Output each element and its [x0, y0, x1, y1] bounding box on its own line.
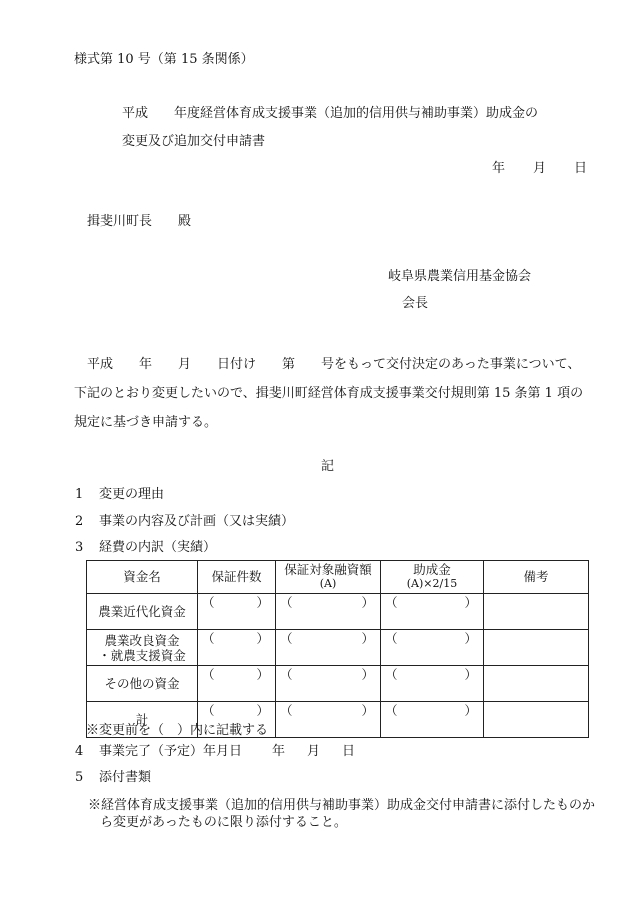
subsidy-cell[interactable]	[381, 666, 484, 702]
item-5	[75, 771, 151, 784]
paren-close: ）	[464, 595, 477, 610]
item-1-number: 1	[75, 487, 84, 502]
header-guarantee-count: 保証件数	[198, 561, 276, 594]
item-4	[75, 745, 355, 758]
subsidy-cell[interactable]	[381, 594, 484, 630]
application-date	[492, 162, 587, 175]
date-day: 日	[574, 161, 588, 176]
ki-heading: 記	[321, 459, 335, 474]
item-2-number: 2	[75, 514, 84, 529]
item-5-number: 5	[75, 770, 84, 785]
guaranteed-amount-cell[interactable]	[276, 666, 381, 702]
item-4-month: 月	[307, 744, 321, 759]
paren-close: ）	[256, 631, 269, 646]
table-row	[87, 594, 589, 630]
body-paragraph	[74, 350, 589, 437]
paren-open: （	[280, 631, 293, 646]
remarks-cell[interactable]	[484, 702, 589, 738]
item-4-day: 日	[342, 744, 356, 759]
header-guaranteed-amount-sub: (A)	[319, 577, 337, 590]
attachment-note: ※経営体育成支援事業（追加的信用供与補助事業）助成金交付申請書に添付したものから変更があったものに限り添付すること。	[88, 798, 596, 830]
guaranteed-amount-cell[interactable]	[276, 630, 381, 666]
item-2-text: 事業の内容及び計画（又は実績）	[99, 514, 295, 529]
paren-close: ）	[464, 667, 477, 682]
paren-close: ）	[361, 631, 374, 646]
row-label-line-1: 農業改良資金	[104, 632, 180, 648]
item-3	[75, 541, 216, 554]
item-5-text: 添付書類	[99, 770, 152, 785]
remarks-cell[interactable]	[484, 594, 589, 630]
paren-open: （	[280, 595, 293, 610]
table-header-row	[87, 561, 589, 594]
paren-close: ）	[361, 703, 374, 718]
paren-open: （	[202, 595, 215, 610]
header-guaranteed-amount-label: 保証対象融資額	[284, 562, 372, 577]
header-subsidy-label: 助成金	[413, 562, 451, 577]
paren-open: （	[385, 667, 398, 682]
header-subsidy-sub: (A)×2/15	[406, 577, 458, 590]
subsidy-cell[interactable]	[381, 630, 484, 666]
item-4-text: 事業完了（予定）年月日	[99, 744, 243, 759]
paren-close: ）	[361, 667, 374, 682]
paren-open: （	[280, 667, 293, 682]
guarantee-count-cell[interactable]	[198, 630, 276, 666]
subsidy-cell[interactable]	[381, 702, 484, 738]
header-remarks: 備考	[484, 561, 589, 594]
row-label-line-2: ・就農支援資金	[98, 647, 186, 663]
header-subsidy	[381, 561, 484, 594]
title-line-1: 平成 年度経営体育成支援事業（追加的信用供与補助事業）助成金の	[122, 106, 539, 121]
guaranteed-amount-cell[interactable]	[276, 702, 381, 738]
body-text: 平成 年 月 日付け 第 号をもって交付決定のあった事業について、下記のとおり変更したいので、揖斐川町経営体育成支援事業交付規則第 15 条第 1 項の規定に基づき申請する。	[74, 357, 584, 430]
paren-open: （	[202, 667, 215, 682]
item-3-text: 経費の内訳（実績）	[99, 540, 217, 555]
addressee: 揖斐川町長 殿	[87, 214, 192, 229]
item-4-year: 年	[272, 744, 286, 759]
date-month: 月	[533, 161, 547, 176]
paren-close: ）	[464, 631, 477, 646]
form-number: 様式第 10 号（第 15 条関係）	[74, 52, 254, 67]
paren-open: （	[385, 703, 398, 718]
paren-open: （	[202, 631, 215, 646]
guarantee-count-cell[interactable]	[198, 666, 276, 702]
date-year: 年	[492, 161, 506, 176]
row-label: 農業近代化資金	[87, 594, 198, 630]
remarks-cell[interactable]	[484, 630, 589, 666]
header-fund-name: 資金名	[87, 561, 198, 594]
cost-breakdown-table	[86, 560, 589, 738]
item-2	[75, 515, 294, 528]
row-label: 計	[87, 702, 198, 738]
applicant-organization: 岐阜県農業信用基金協会	[388, 269, 532, 284]
paren-open: （	[385, 595, 398, 610]
paren-close: ）	[361, 595, 374, 610]
remarks-cell[interactable]	[484, 666, 589, 702]
applicant-title: 会長	[402, 296, 429, 311]
paren-close: ）	[256, 595, 269, 610]
table-row	[87, 630, 589, 666]
guarantee-count-cell[interactable]	[198, 594, 276, 630]
paren-open: （	[385, 631, 398, 646]
table-row	[87, 666, 589, 702]
title-line-2: 変更及び追加交付申請書	[122, 134, 266, 149]
paren-open: （	[202, 703, 215, 718]
paren-close: ）	[256, 667, 269, 682]
item-1-text: 変更の理由	[99, 487, 165, 502]
header-guaranteed-amount	[276, 561, 381, 594]
item-1	[75, 488, 164, 501]
paren-close: ）	[256, 703, 269, 718]
row-label: その他の資金	[87, 666, 198, 702]
paren-open: （	[280, 703, 293, 718]
row-label	[87, 630, 198, 666]
table-note: ※変更前を（ ）内に記載する	[86, 723, 269, 738]
item-3-number: 3	[75, 540, 84, 555]
guaranteed-amount-cell[interactable]	[276, 594, 381, 630]
paren-close: ）	[464, 703, 477, 718]
item-4-number: 4	[75, 744, 84, 759]
